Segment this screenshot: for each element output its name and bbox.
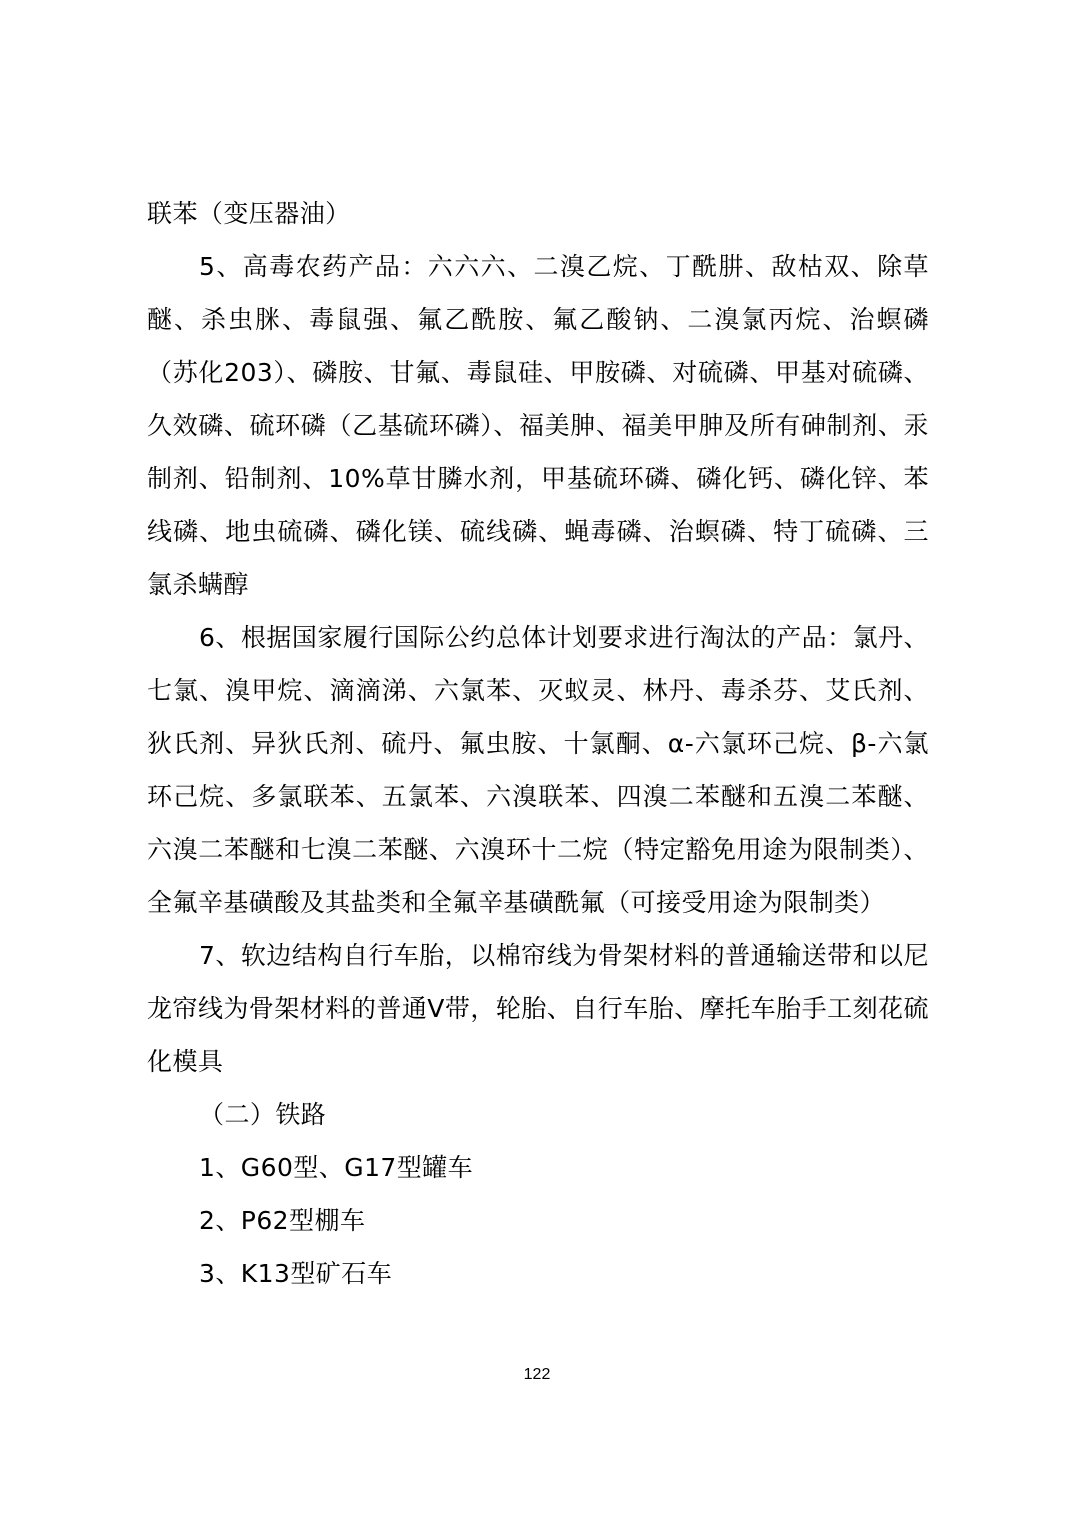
document-body [147, 187, 929, 1300]
section-heading: （二）铁路 [199, 1100, 327, 1129]
page-number: 122 [523, 1366, 551, 1383]
paragraph-item-6: 6、根据国家履行国际公约总体计划要求进行淘汰的产品：氯丹、七氯、溴甲烷、滴滴涕、六氯苯、灭蚁灵、林丹、毒杀芬、艾氏剂、狄氏剂、异狄氏剂、硫丹、氟虫胺、十氯酮、α-六氯环己烷、β-六氯环己烷、多氯联苯、五氯苯、六溴联苯、四溴二苯醚和五溴二苯醚、六溴二苯醚和七溴二苯醚、六溴环十二烷（特定豁免用途为限制类）、全氟辛基磺酸及其盐类和全氟辛基磺酰氟（可接受用途为限制类） [147, 623, 929, 917]
paragraph-item-7: 7、软边结构自行车胎，以棉帘线为骨架材料的普通输送带和以尼龙帘线为骨架材料的普通V带，轮胎、自行车胎、摩托车胎手工刻花硫化模具 [147, 941, 929, 1076]
list-item: 3、K13型矿石车 [199, 1259, 393, 1288]
list-item: 2、P62型棚车 [199, 1206, 366, 1235]
list-item: 1、G60型、G17型罐车 [199, 1153, 474, 1182]
paragraph-item-5: 5、高毒农药产品：六六六、二溴乙烷、丁酰肼、敌枯双、除草醚、杀虫脒、毒鼠强、氟乙酰胺、氟乙酸钠、二溴氯丙烷、治螟磷（苏化203）、磷胺、甘氟、毒鼠硅、甲胺磷、对硫磷、甲基对硫磷、久效磷、硫环磷（乙基硫环磷）、福美胂、福美甲胂及所有砷制剂、汞制剂、铅制剂、10%草甘膦水剂，甲基硫环磷、磷化钙、磷化锌、苯线磷、地虫硫磷、磷化镁、硫线磷、蝇毒磷、治螟磷、特丁硫磷、三氯杀螨醇 [147, 252, 929, 599]
paragraph-continuation: 联苯（变压器油） [147, 199, 351, 228]
